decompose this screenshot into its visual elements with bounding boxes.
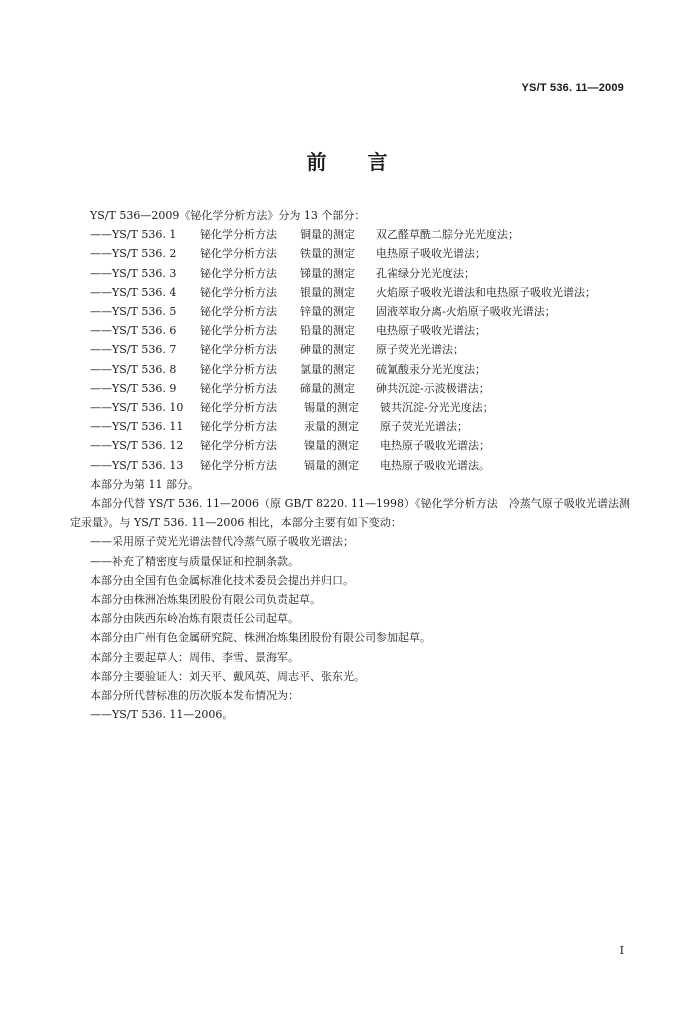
statement-line: 本部分由株洲冶炼集团股份有限公司负责起草。 bbox=[90, 593, 321, 607]
history-line: ——YS/T 536. 11—2006。 bbox=[90, 708, 234, 722]
part-list-item bbox=[70, 398, 630, 417]
statement-line: 本部分主要验证人：刘天平、戴风英、周志平、张东光。 bbox=[90, 669, 365, 683]
part-technique: 硫氰酸汞分光光度法； bbox=[376, 362, 486, 376]
part-technique: 电热原子吸收光谱法； bbox=[380, 439, 490, 453]
change-item: ——补充了精密度与质量保证和控制条款。 bbox=[90, 554, 299, 568]
part-element: 镉量的测定 bbox=[304, 458, 359, 472]
part-technique: 铍共沉淀-分光光度法； bbox=[380, 401, 494, 415]
part-code: ——YS/T 536. 9 bbox=[90, 381, 177, 395]
part-list-item bbox=[70, 436, 630, 455]
part-list-item bbox=[70, 244, 630, 263]
parts-list bbox=[70, 225, 630, 475]
part-list-item bbox=[70, 283, 630, 302]
part-element: 锌量的测定 bbox=[300, 305, 355, 319]
part-element: 锑量的测定 bbox=[300, 266, 355, 280]
part-method: 铋化学分析方法 bbox=[200, 305, 277, 319]
part-list-item bbox=[70, 302, 630, 321]
foreword-body bbox=[70, 206, 630, 724]
part-code: ——YS/T 536. 11 bbox=[90, 420, 184, 434]
part-code: ——YS/T 536. 3 bbox=[90, 266, 177, 280]
part-method: 铋化学分析方法 bbox=[200, 285, 277, 299]
statement-line: 本部分所代替标准的历次版本发布情况为： bbox=[90, 689, 299, 703]
replaces-paragraph: 本部分代替 YS/T 536. 11—2006（原 GB/T 8220. 11—1998）《铋化学分析方法 冷蒸气原子吸收光谱法测定汞量》。与 YS/T 536. 11—2006 相比，本部分主要有如下变动： bbox=[70, 497, 630, 530]
this-part-line: 本部分为第 11 部分。 bbox=[90, 477, 199, 491]
part-list-item bbox=[70, 340, 630, 359]
part-code: ——YS/T 536. 2 bbox=[90, 247, 177, 261]
part-element: 砷量的测定 bbox=[300, 343, 355, 357]
part-method: 铋化学分析方法 bbox=[200, 420, 277, 434]
part-list-item bbox=[70, 360, 630, 379]
part-list-item bbox=[70, 379, 630, 398]
part-technique: 孔雀绿分光光度法； bbox=[376, 266, 475, 280]
part-code: ——YS/T 536. 13 bbox=[90, 458, 184, 472]
part-code: ——YS/T 536. 6 bbox=[90, 324, 177, 338]
page-number: I bbox=[619, 944, 624, 957]
part-technique: 电热原子吸收光谱法； bbox=[376, 247, 486, 261]
part-method: 铋化学分析方法 bbox=[200, 343, 277, 357]
part-element: 锡量的测定 bbox=[304, 401, 359, 415]
part-list-item bbox=[70, 264, 630, 283]
part-list-item bbox=[70, 456, 630, 475]
part-technique: 电热原子吸收光谱法； bbox=[376, 324, 486, 338]
part-technique: 原子荧光光谱法； bbox=[376, 343, 464, 357]
part-code: ——YS/T 536. 1 bbox=[90, 228, 177, 242]
part-list-item bbox=[70, 417, 630, 436]
change-item: ——采用原子荧光光谱法替代冷蒸气原子吸收光谱法； bbox=[90, 535, 354, 549]
part-method: 铋化学分析方法 bbox=[200, 247, 277, 261]
part-method: 铋化学分析方法 bbox=[200, 228, 277, 242]
standard-code: YS/T 536. 11—2009 bbox=[521, 82, 624, 94]
part-technique: 砷共沉淀-示波极谱法； bbox=[376, 381, 490, 395]
statement-line: 本部分由全国有色金属标准化技术委员会提出并归口。 bbox=[90, 573, 354, 587]
statement-line: 本部分由陕西东岭冶炼有限责任公司起草。 bbox=[90, 612, 299, 626]
intro-line: YS/T 536—2009《铋化学分析方法》分为 13 个部分： bbox=[90, 209, 366, 222]
part-code: ——YS/T 536. 8 bbox=[90, 362, 177, 376]
part-technique: 原子荧光光谱法； bbox=[380, 420, 468, 434]
part-element: 铜量的测定 bbox=[300, 228, 355, 242]
part-element: 氯量的测定 bbox=[300, 362, 355, 376]
part-list-item bbox=[70, 321, 630, 340]
part-element: 银量的测定 bbox=[300, 285, 355, 299]
part-element: 碲量的测定 bbox=[300, 381, 355, 395]
part-method: 铋化学分析方法 bbox=[200, 324, 277, 338]
part-element: 汞量的测定 bbox=[304, 420, 359, 434]
part-technique: 双乙醛草酰二腙分光光度法； bbox=[376, 228, 519, 242]
part-method: 铋化学分析方法 bbox=[200, 266, 277, 280]
part-method: 铋化学分析方法 bbox=[200, 381, 277, 395]
part-list-item bbox=[70, 225, 630, 244]
part-element: 铁量的测定 bbox=[300, 247, 355, 261]
part-code: ——YS/T 536. 4 bbox=[90, 285, 177, 299]
part-method: 铋化学分析方法 bbox=[200, 362, 277, 376]
statement-line: 本部分由广州有色金属研究院、株洲冶炼集团股份有限公司参加起草。 bbox=[90, 631, 431, 645]
part-code: ——YS/T 536. 10 bbox=[90, 401, 184, 415]
part-technique: 电热原子吸收光谱法。 bbox=[380, 458, 490, 472]
part-code: ——YS/T 536. 12 bbox=[90, 439, 184, 453]
part-method: 铋化学分析方法 bbox=[200, 439, 277, 453]
part-method: 铋化学分析方法 bbox=[200, 458, 277, 472]
part-technique: 火焰原子吸收光谱法和电热原子吸收光谱法； bbox=[376, 285, 596, 299]
page-title: 前 言 bbox=[306, 150, 390, 174]
part-element: 镍量的测定 bbox=[304, 439, 359, 453]
statement-line: 本部分主要起草人：周伟、李雪、景海军。 bbox=[90, 650, 299, 664]
part-technique: 固液萃取分离-火焰原子吸收光谱法； bbox=[376, 305, 556, 319]
part-code: ——YS/T 536. 5 bbox=[90, 305, 177, 319]
part-code: ——YS/T 536. 7 bbox=[90, 343, 177, 357]
part-element: 铅量的测定 bbox=[300, 324, 355, 338]
part-method: 铋化学分析方法 bbox=[200, 401, 277, 415]
